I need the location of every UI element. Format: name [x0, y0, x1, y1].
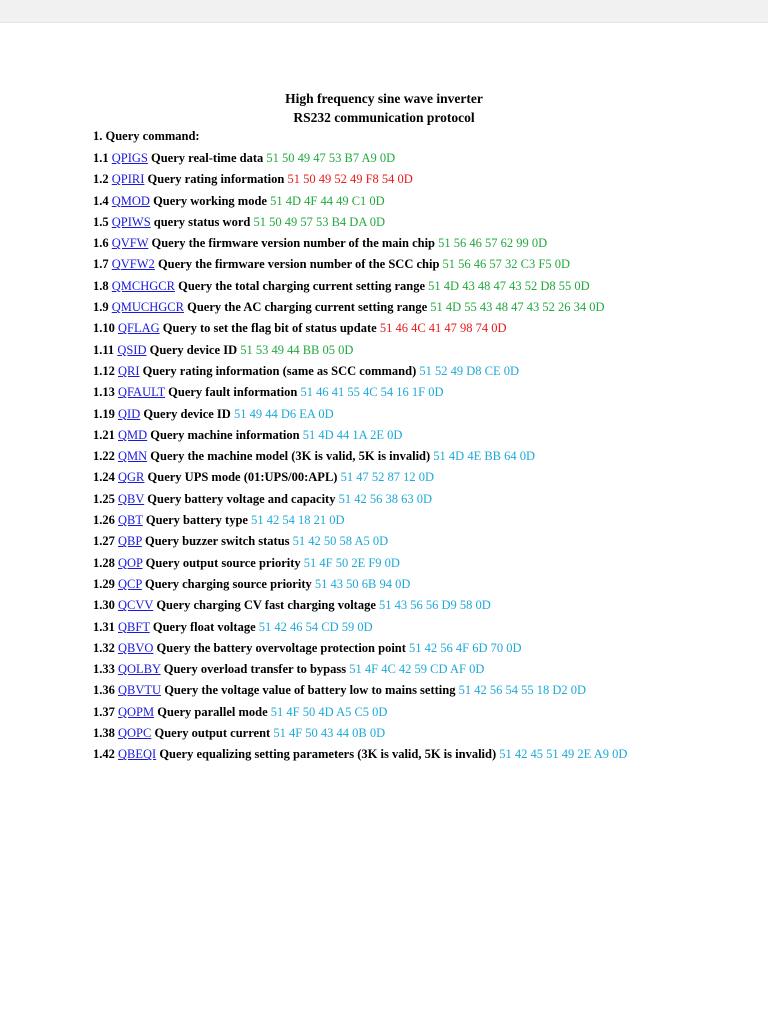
command-link[interactable]: QID [118, 406, 141, 421]
command-description: Query buzzer switch status [144, 534, 290, 549]
command-link[interactable]: QBT [118, 513, 143, 528]
command-description: Query parallel mode [157, 704, 268, 719]
command-row [93, 510, 763, 531]
command-link[interactable]: QCVV [118, 598, 154, 613]
command-number: 1.25 [93, 491, 115, 506]
command-hex-code: 51 42 56 4F 6D 70 0D [409, 640, 522, 655]
command-number: 1.12 [93, 363, 115, 378]
command-row [93, 489, 763, 510]
command-description: Query the battery overvoltage protection point [156, 640, 406, 655]
command-number: 1.30 [93, 598, 115, 613]
command-row [93, 467, 763, 488]
command-number: 1.13 [93, 385, 115, 400]
command-number: 1.42 [93, 747, 115, 762]
command-description: Query equalizing setting parameters (3K is valid, 5K is invalid) [159, 747, 497, 762]
command-link[interactable]: QMUCHGCR [111, 300, 184, 315]
command-number: 1.2 [93, 172, 109, 187]
command-hex-code: 51 46 41 55 4C 54 16 1F 0D [300, 385, 444, 400]
command-number: 1.24 [93, 470, 115, 485]
command-row [93, 574, 763, 595]
command-description: Query charging source priority [144, 576, 312, 591]
command-link[interactable]: QMD [118, 427, 148, 442]
command-number: 1.8 [93, 278, 109, 293]
command-row [93, 744, 763, 765]
command-link[interactable]: QSID [117, 342, 147, 357]
command-hex-code: 51 4D 44 1A 2E 0D [302, 427, 403, 442]
command-link[interactable]: QBV [118, 491, 145, 506]
command-description: Query the firmware version number of the SCC chip [157, 257, 440, 272]
command-hex-code: 51 43 56 56 D9 58 0D [379, 598, 491, 613]
document-subtitle: RS232 communication protocol [293, 110, 475, 125]
command-description: Query real-time data [151, 151, 264, 165]
command-description: Query rating information [147, 172, 285, 187]
command-hex-code: 51 49 44 D6 EA 0D [233, 406, 334, 421]
command-description: Query battery type [145, 513, 248, 528]
command-row [93, 404, 763, 425]
command-number: 1.1 [93, 151, 109, 165]
command-description: Query output source priority [145, 555, 301, 570]
command-hex-code: 51 42 45 51 49 2E A9 0D [499, 747, 628, 762]
command-link[interactable]: QPIWS [111, 214, 151, 229]
command-hex-code: 51 42 56 38 63 0D [338, 491, 432, 506]
command-hex-code: 51 4F 50 43 44 0B 0D [273, 726, 386, 741]
command-hex-code: 51 50 49 47 53 B7 A9 0D [266, 151, 396, 165]
command-description: Query charging CV fast charging voltage [156, 598, 376, 613]
command-hex-code: 51 53 49 44 BB 05 0D [240, 342, 354, 357]
command-link[interactable]: QFAULT [118, 385, 166, 400]
command-number: 1.4 [93, 193, 109, 208]
command-hex-code: 51 4D 55 43 48 47 43 52 26 34 0D [430, 300, 605, 315]
command-row [93, 191, 763, 212]
command-row [93, 425, 763, 446]
document-page [0, 23, 768, 1024]
command-row [93, 553, 763, 574]
command-row [93, 361, 763, 382]
command-row [93, 531, 763, 552]
command-row [93, 659, 763, 680]
command-link[interactable]: QBVO [118, 640, 154, 655]
command-number: 1.29 [93, 576, 115, 591]
command-link[interactable]: QVFW2 [111, 257, 155, 272]
command-hex-code: 51 52 49 D8 CE 0D [419, 363, 520, 378]
command-number: 1.33 [93, 662, 115, 677]
command-hex-code: 51 43 50 6B 94 0D [314, 576, 411, 591]
command-link[interactable]: QOPC [118, 726, 152, 741]
command-link[interactable]: QBP [118, 534, 142, 549]
command-number: 1.27 [93, 534, 115, 549]
command-number: 1.19 [93, 406, 115, 421]
command-row [93, 595, 763, 616]
command-link[interactable]: QVFW [111, 236, 149, 251]
command-link[interactable]: QMN [118, 449, 148, 464]
command-description: Query rating information (same as SCC command) [142, 363, 417, 378]
command-hex-code: 51 4D 43 48 47 43 52 D8 55 0D [428, 278, 590, 293]
viewer-top-bar [0, 0, 768, 23]
command-hex-code: 51 50 49 52 49 F8 54 0D [287, 172, 413, 187]
command-number: 1.10 [93, 321, 115, 336]
command-row [93, 212, 763, 233]
command-hex-code: 51 50 49 57 53 B4 DA 0D [253, 214, 386, 229]
command-link[interactable]: QPIRI [111, 172, 145, 187]
command-description: Query to set the flag bit of status update [162, 321, 377, 336]
command-row [93, 169, 763, 190]
command-hex-code: 51 4D 4F 44 49 C1 0D [270, 193, 385, 208]
command-hex-code: 51 4F 50 4D A5 C5 0D [270, 704, 388, 719]
command-link[interactable]: QMCHGCR [111, 278, 175, 293]
command-number: 1.22 [93, 449, 115, 464]
command-link[interactable]: QBEQI [118, 747, 157, 762]
command-description: Query working mode [153, 193, 267, 208]
command-description: Query overload transfer to bypass [163, 662, 347, 677]
section-heading: 1. Query command: [93, 129, 200, 143]
command-description: Query battery voltage and capacity [147, 491, 336, 506]
command-description: query status word [153, 214, 251, 229]
command-number: 1.11 [93, 342, 115, 357]
command-description: Query the machine model (3K is valid, 5K is invalid) [150, 449, 431, 464]
command-description: Query the firmware version number of the main chip [151, 236, 436, 251]
command-row [93, 340, 763, 361]
command-link[interactable]: QCP [118, 576, 142, 591]
command-hex-code: 51 42 54 18 21 0D [251, 513, 345, 528]
command-number: 1.26 [93, 513, 115, 528]
command-number: 1.21 [93, 427, 115, 442]
command-row [93, 297, 763, 318]
command-row [93, 276, 763, 297]
command-link[interactable]: QBFT [118, 619, 150, 634]
command-hex-code: 51 42 56 54 55 18 D2 0D [458, 683, 587, 698]
command-hex-code: 51 46 4C 41 47 98 74 0D [379, 321, 507, 336]
command-hex-code: 51 42 46 54 CD 59 0D [258, 619, 373, 634]
command-row [93, 638, 763, 659]
command-row [93, 254, 763, 275]
command-row [93, 723, 763, 744]
command-description: Query device ID [143, 406, 231, 421]
command-link[interactable]: QOLBY [118, 662, 161, 677]
command-row [93, 617, 763, 638]
command-description: Query the total charging current setting range [178, 278, 426, 293]
command-number: 1.6 [93, 236, 109, 251]
command-link[interactable]: QMOD [111, 193, 150, 208]
command-link[interactable]: QOP [118, 555, 143, 570]
command-link[interactable]: QGR [118, 470, 145, 485]
command-link[interactable]: QFLAG [118, 321, 160, 336]
command-hex-code: 51 56 46 57 62 99 0D [438, 236, 548, 251]
command-number: 1.28 [93, 555, 115, 570]
command-number: 1.32 [93, 640, 115, 655]
command-description: Query output current [154, 726, 271, 741]
command-list [93, 148, 763, 766]
command-number: 1.5 [93, 214, 109, 229]
command-link[interactable]: QOPM [118, 704, 155, 719]
command-description: Query UPS mode (01:UPS/00:APL) [147, 470, 338, 485]
command-description: Query machine information [150, 427, 300, 442]
command-description: Query fault information [168, 385, 298, 400]
command-number: 1.31 [93, 619, 115, 634]
command-number: 1.36 [93, 683, 115, 698]
command-link[interactable]: QRI [118, 363, 140, 378]
command-link[interactable]: QBVTU [118, 683, 162, 698]
command-description: Query float voltage [152, 619, 256, 634]
command-hex-code: 51 4D 4E BB 64 0D [433, 449, 536, 464]
command-hex-code: 51 4F 4C 42 59 CD AF 0D [349, 662, 485, 677]
command-link[interactable]: QPIGS [111, 151, 148, 165]
command-row [93, 148, 763, 169]
command-row [93, 680, 763, 701]
command-number: 1.9 [93, 300, 109, 315]
command-row [93, 702, 763, 723]
command-hex-code: 51 4F 50 2E F9 0D [303, 555, 400, 570]
command-hex-code: 51 47 52 87 12 0D [340, 470, 434, 485]
document-title: High frequency sine wave inverter [285, 91, 483, 106]
command-row [93, 446, 763, 467]
command-row [93, 382, 763, 403]
command-number: 1.37 [93, 704, 115, 719]
command-description: Query device ID [149, 342, 238, 357]
command-hex-code: 51 56 46 57 32 C3 F5 0D [442, 257, 570, 272]
command-row [93, 233, 763, 254]
command-number: 1.7 [93, 257, 109, 272]
command-number: 1.38 [93, 726, 115, 741]
command-description: Query the voltage value of battery low to mains setting [164, 683, 456, 698]
command-description: Query the AC charging current setting range [187, 300, 428, 315]
command-hex-code: 51 42 50 58 A5 0D [292, 534, 389, 549]
command-row [93, 318, 763, 339]
